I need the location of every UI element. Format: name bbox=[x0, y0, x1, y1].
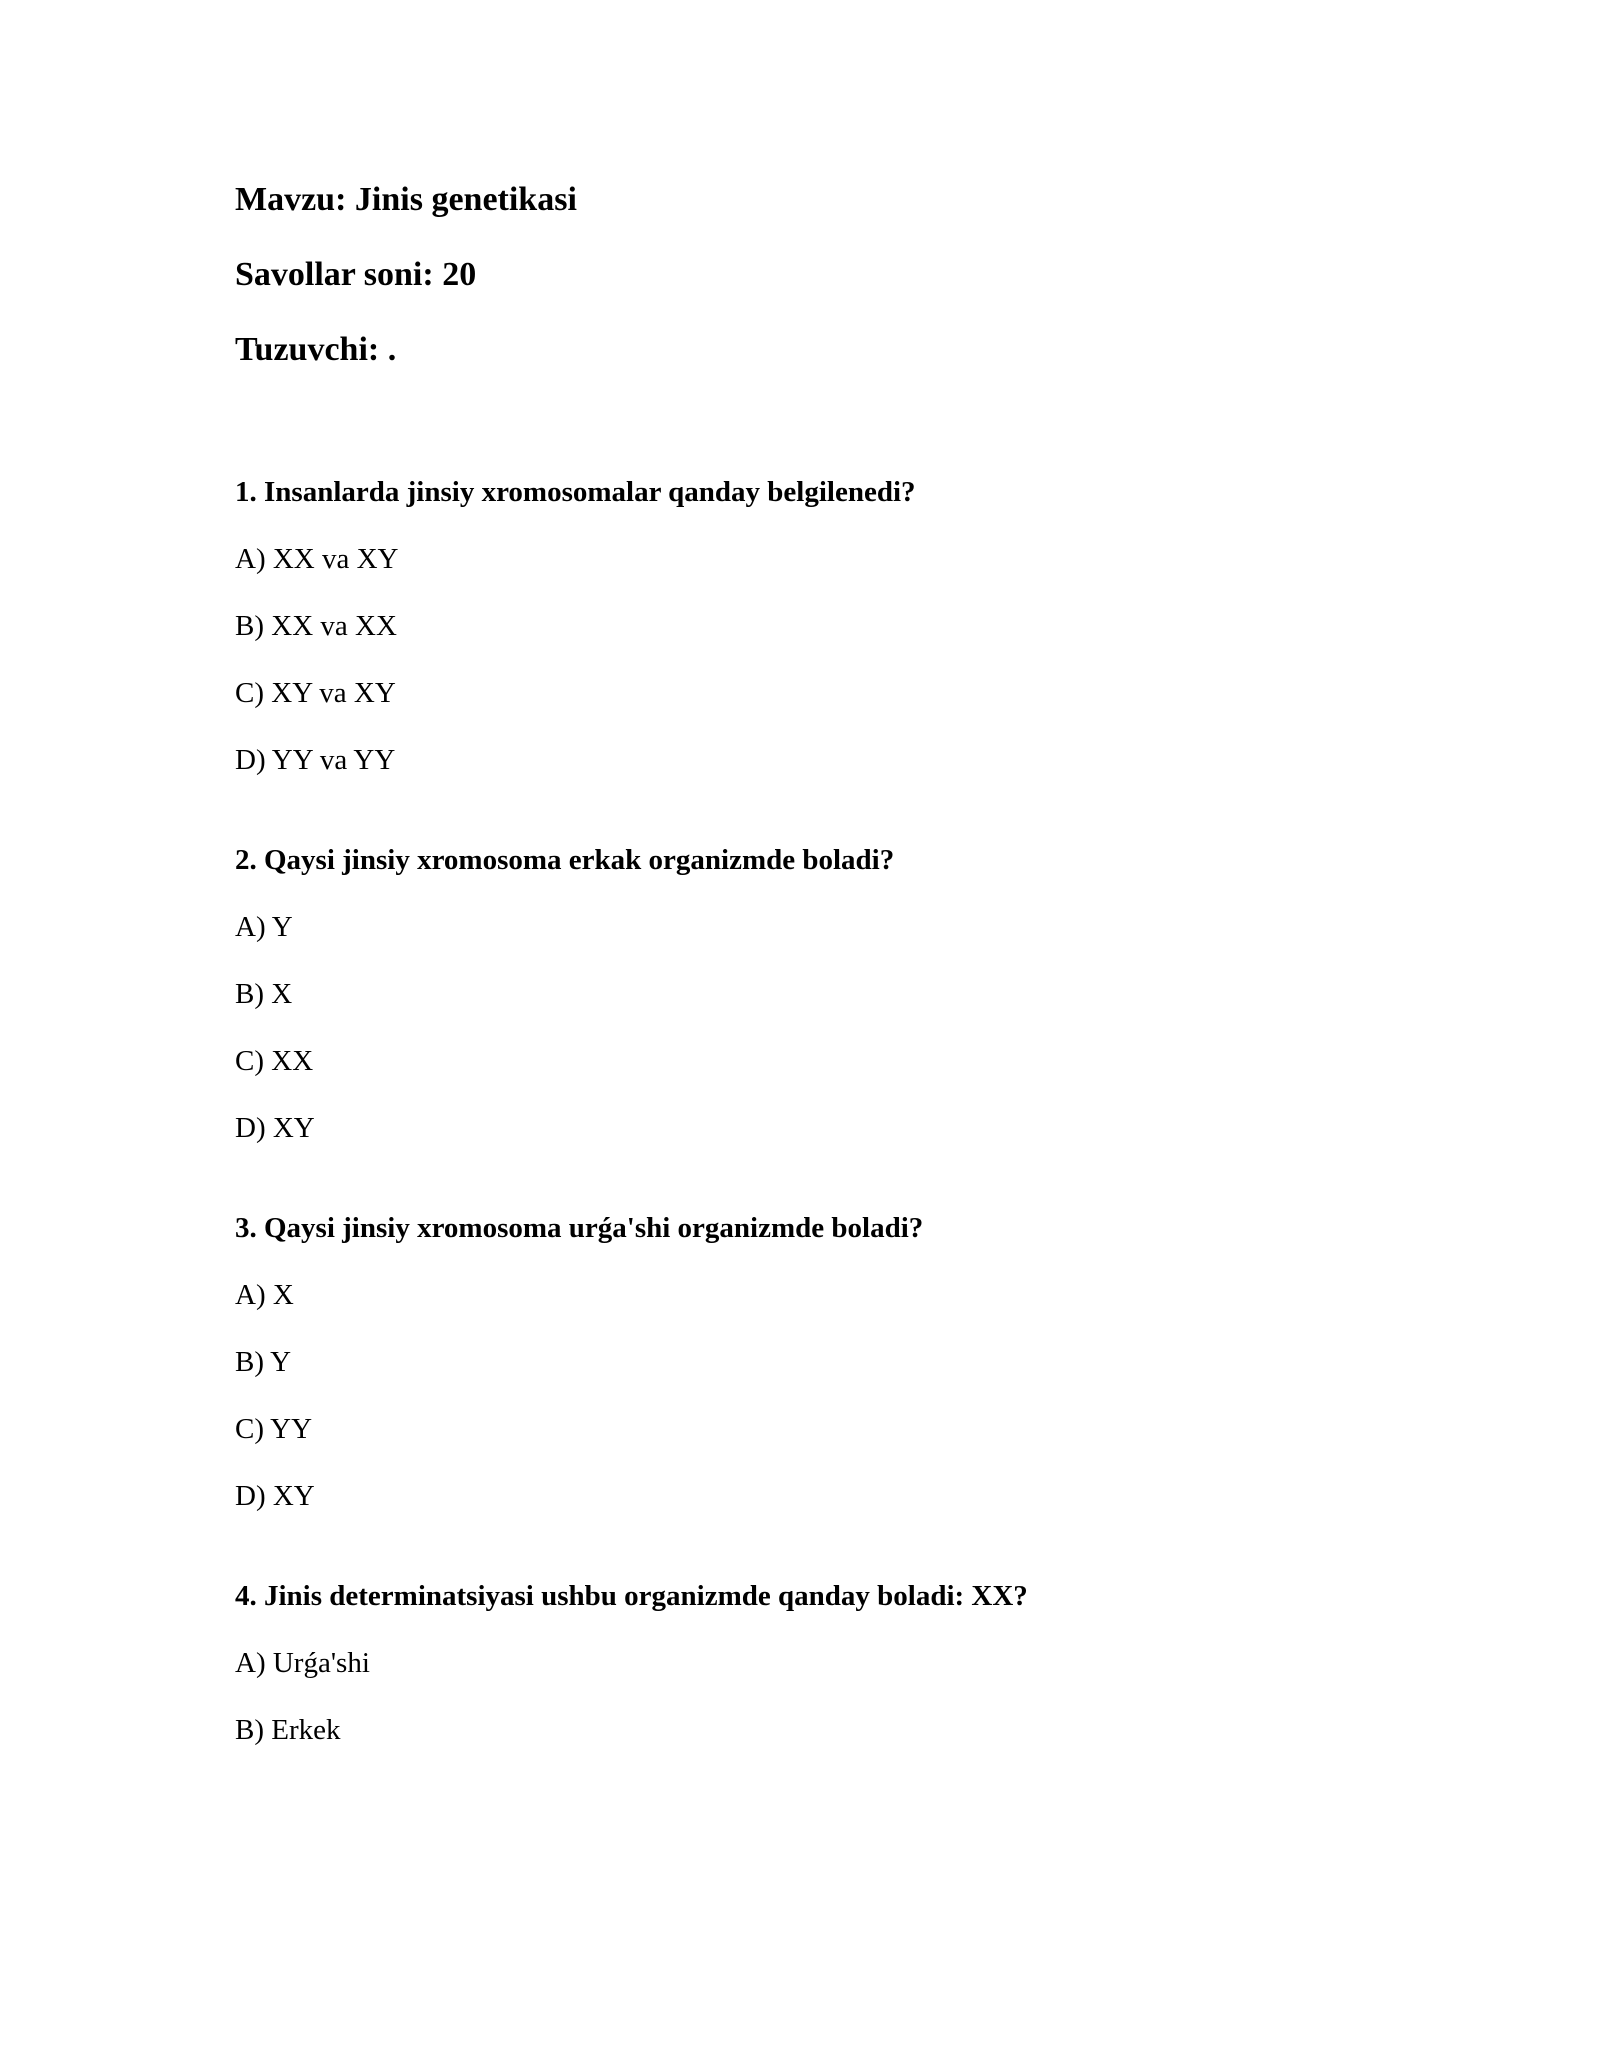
question-1 bbox=[235, 475, 1028, 777]
option-d: D) XY bbox=[235, 1480, 315, 1512]
option-a: A) XX va XY bbox=[235, 543, 399, 575]
question-text: 3. Qaysi jinsiy xromosoma urǵa'shi organizmde boladi? bbox=[235, 1212, 924, 1244]
topic-heading: Mavzu: Jinis genetikasi bbox=[235, 181, 577, 218]
option-d: D) YY va YY bbox=[235, 744, 396, 776]
author-heading: Tuzuvchi: . bbox=[235, 331, 397, 368]
question-4 bbox=[235, 1579, 1028, 1747]
option-a: A) X bbox=[235, 1279, 294, 1311]
question-3 bbox=[235, 1211, 1028, 1513]
option-b: B) Erkek bbox=[235, 1714, 341, 1746]
option-b: B) XX va XX bbox=[235, 610, 397, 642]
option-d: D) XY bbox=[235, 1112, 315, 1144]
question-list bbox=[235, 475, 1028, 1813]
option-c: C) YY bbox=[235, 1413, 313, 1445]
question-text: 2. Qaysi jinsiy xromosoma erkak organizmde boladi? bbox=[235, 844, 895, 876]
question-text: 1. Insanlarda jinsiy xromosomalar qanday belgilenedi? bbox=[235, 476, 916, 508]
option-c: C) XX bbox=[235, 1045, 314, 1077]
question-text: 4. Jinis determinatsiyasi ushbu organizmde qanday boladi: XX? bbox=[235, 1580, 1028, 1612]
question-count-heading: Savollar soni: 20 bbox=[235, 256, 477, 293]
option-a: A) Y bbox=[235, 911, 293, 943]
question-2 bbox=[235, 843, 1028, 1145]
option-b: B) X bbox=[235, 978, 293, 1010]
option-b: B) Y bbox=[235, 1346, 292, 1378]
document-header bbox=[235, 180, 577, 405]
option-c: C) XY va XY bbox=[235, 677, 396, 709]
option-a: A) Urǵa'shi bbox=[235, 1647, 370, 1679]
